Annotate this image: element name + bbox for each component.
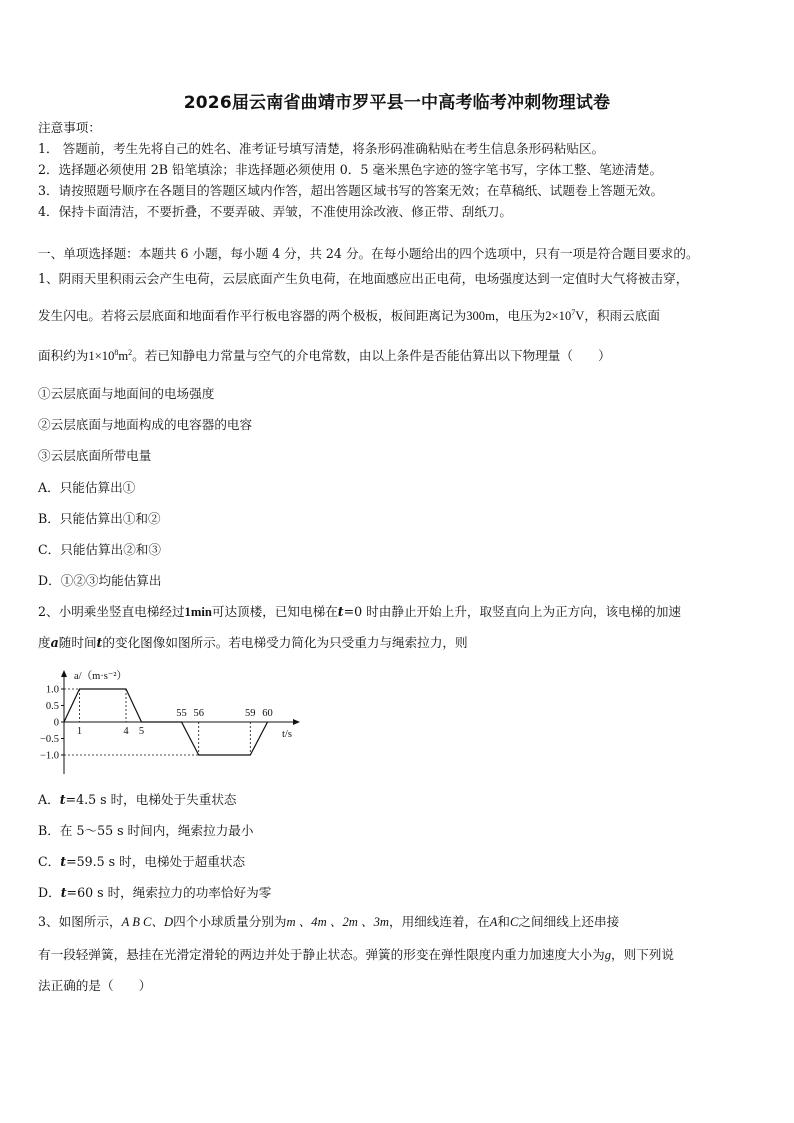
q3-stem-line2	[38, 947, 758, 963]
option-text: =4.5 s 时，电梯处于失重状态	[65, 792, 237, 807]
x-tick-label: 59	[245, 708, 256, 719]
q3-stem-line1	[38, 914, 758, 930]
q2-option-d[interactable]	[38, 885, 758, 901]
text-span: 之间细线上还串接	[518, 914, 620, 929]
section-heading: 一、单项选择题：本题共 6 小题，每小题 4 分，共 24 分。在每小题给出的四个选项中，只有一项是符合题目要求的。	[38, 246, 699, 261]
voltage-unit: V	[575, 309, 585, 323]
x-tick-label: 5	[138, 726, 145, 737]
text-span: 。若已知静电力常量与空气的介电常数，由以上条件是否能估算出以下物理量（ ）	[132, 348, 611, 363]
q1-stem-line3	[38, 348, 758, 364]
area-exponent: 8	[114, 348, 119, 357]
page-title: 2026届云南省曲靖市罗平县一中高考临考冲刺物理试卷	[183, 93, 611, 113]
q1-item: ②云层底面与地面构成的电容器的电容	[38, 417, 253, 432]
q1-option-d[interactable]: D．①②③均能估算出	[38, 573, 162, 588]
distance-value: 300m	[466, 309, 495, 323]
q3-stem-line3: 法正确的是（ ）	[38, 978, 152, 993]
notice-item: 1． 答题前，考生先将自己的姓名、准考证号填写清楚，将条形码准确粘贴在考生信息条形码粘贴区。	[38, 141, 605, 156]
text-span: ，用细线连着，在	[388, 914, 490, 929]
text-span: 发生闪电。若将云层底面和地面看作平行板电容器的两个极板，板间距离记为	[38, 308, 467, 323]
y-tick-label: 0.5	[45, 701, 59, 712]
var-a: a	[50, 635, 59, 650]
q2-stem-line1	[38, 604, 758, 620]
notice-item: 4．保持卡面清洁，不要折叠，不要弄破、弄皱，不准使用涂改液、修正带、刮纸刀。	[38, 204, 512, 219]
q2-option-b[interactable]	[38, 823, 758, 839]
q1-option-a[interactable]: A．只能估算出①	[38, 480, 136, 495]
q2-option-a[interactable]	[38, 792, 758, 808]
q2-option-c[interactable]	[38, 854, 758, 870]
area-unit-exponent: 2	[128, 348, 133, 357]
text-span: 面积约为	[38, 348, 89, 363]
x-tick-label: 1	[76, 726, 83, 737]
option-label: B．	[38, 823, 60, 838]
text-span: =0 时由静止开始上升，取竖直向上为正方向，该电梯的加速	[343, 604, 682, 619]
time-value: 1min	[184, 605, 212, 619]
area-base: 1×10	[88, 349, 115, 363]
option-text: =60 s 时，绳索拉力的功率恰好为零	[66, 885, 272, 900]
x-tick-label: 56	[193, 708, 204, 719]
x-tick-label: 60	[262, 708, 273, 719]
area-unit: m	[118, 349, 129, 363]
q1-stem-line2	[38, 308, 758, 324]
x-tick-label: 55	[176, 708, 187, 719]
notice-item: 3．请按照题号顺序在各题目的答题区域内作答，超出答题区域书写的答案无效；在草稿纸、试题卷上答题无效。	[38, 183, 664, 198]
acceleration-time-chart	[36, 666, 306, 776]
notice-heading: 注意事项：	[38, 120, 101, 135]
y-axis-arrow	[61, 670, 67, 677]
notice-item: 2．选择题必须使用 2B 铅笔填涂；非选择题必须使用 0．5 毫米黑色字迹的签字笔书写，字体工整、笔迹清楚。	[38, 162, 663, 177]
option-label: C．	[38, 854, 61, 869]
y-tick-label: −1.0	[39, 750, 59, 762]
text-span: ，则下列说	[611, 947, 674, 962]
mass-values: m 、4m 、2m 、3m	[286, 915, 389, 929]
text-span: 四个小球质量分别为	[173, 914, 287, 929]
voltage-exponent: 7	[571, 308, 576, 317]
y-axis-label: a/（m·s⁻²）	[74, 671, 128, 682]
q1-option-c[interactable]: C．只能估算出②和③	[38, 542, 161, 557]
q1-item: ①云层底面与地面间的电场强度	[38, 386, 215, 401]
chart-layer	[40, 670, 300, 774]
text-span: 度	[38, 635, 51, 650]
var-c-ball: C	[510, 915, 519, 929]
x-axis-label: t/s	[282, 729, 292, 740]
q1-option-b[interactable]: B．只能估算出①和②	[38, 511, 161, 526]
area-value	[88, 349, 132, 363]
option-label: D．	[38, 885, 61, 900]
q1-stem-line1: 1、阴雨天里积雨云会产生电荷，云层底面产生负电荷，在地面感应出正电荷，电场强度达到一定值时大气将被击穿，	[38, 271, 689, 286]
text-span: ，积雨云底面	[584, 308, 660, 323]
voltage-base: 2×10	[545, 309, 572, 323]
var-g: g	[604, 948, 612, 962]
text-span: 随时间	[58, 635, 97, 650]
y-tick-label: −0.5	[39, 734, 59, 745]
var-t: t	[337, 604, 344, 619]
text-span: 3、如图所示，	[38, 914, 122, 929]
ball-labels: A B C、D	[121, 915, 174, 929]
var-t: t	[96, 635, 103, 650]
option-label: A．	[38, 792, 60, 807]
option-text: =59.5 s 时，电梯处于超重状态	[66, 854, 246, 869]
x-axis-arrow	[293, 719, 300, 725]
text-span: ，电压为	[494, 308, 546, 323]
text-span: 可达顶楼，已知电梯在	[211, 604, 338, 619]
var-a-ball: A	[489, 915, 498, 929]
voltage-value	[545, 309, 584, 323]
var-t: t	[60, 854, 67, 869]
x-tick-label: 4	[123, 726, 129, 737]
var-t: t	[59, 792, 66, 807]
y-tick-label: 1.0	[45, 684, 59, 696]
option-text: 在 5～55 s 时间内，绳索拉力最小	[59, 823, 254, 838]
text-span: 的变化图像如图所示。若电梯受力简化为只受重力与绳索拉力，则	[102, 635, 468, 650]
y-tick-label: 0	[53, 717, 59, 729]
text-span: 和	[497, 914, 511, 929]
q2-stem-line2	[38, 635, 758, 651]
q1-item: ③云层底面所带电量	[38, 448, 152, 463]
var-t: t	[60, 885, 67, 900]
text-span: 有一段轻弹簧，悬挂在光滑定滑轮的两边并处于静止状态。弹簧的形变在弹性限度内重力加速度大小为	[38, 947, 605, 962]
text-span: 2、小明乘坐竖直电梯经过	[38, 604, 185, 619]
